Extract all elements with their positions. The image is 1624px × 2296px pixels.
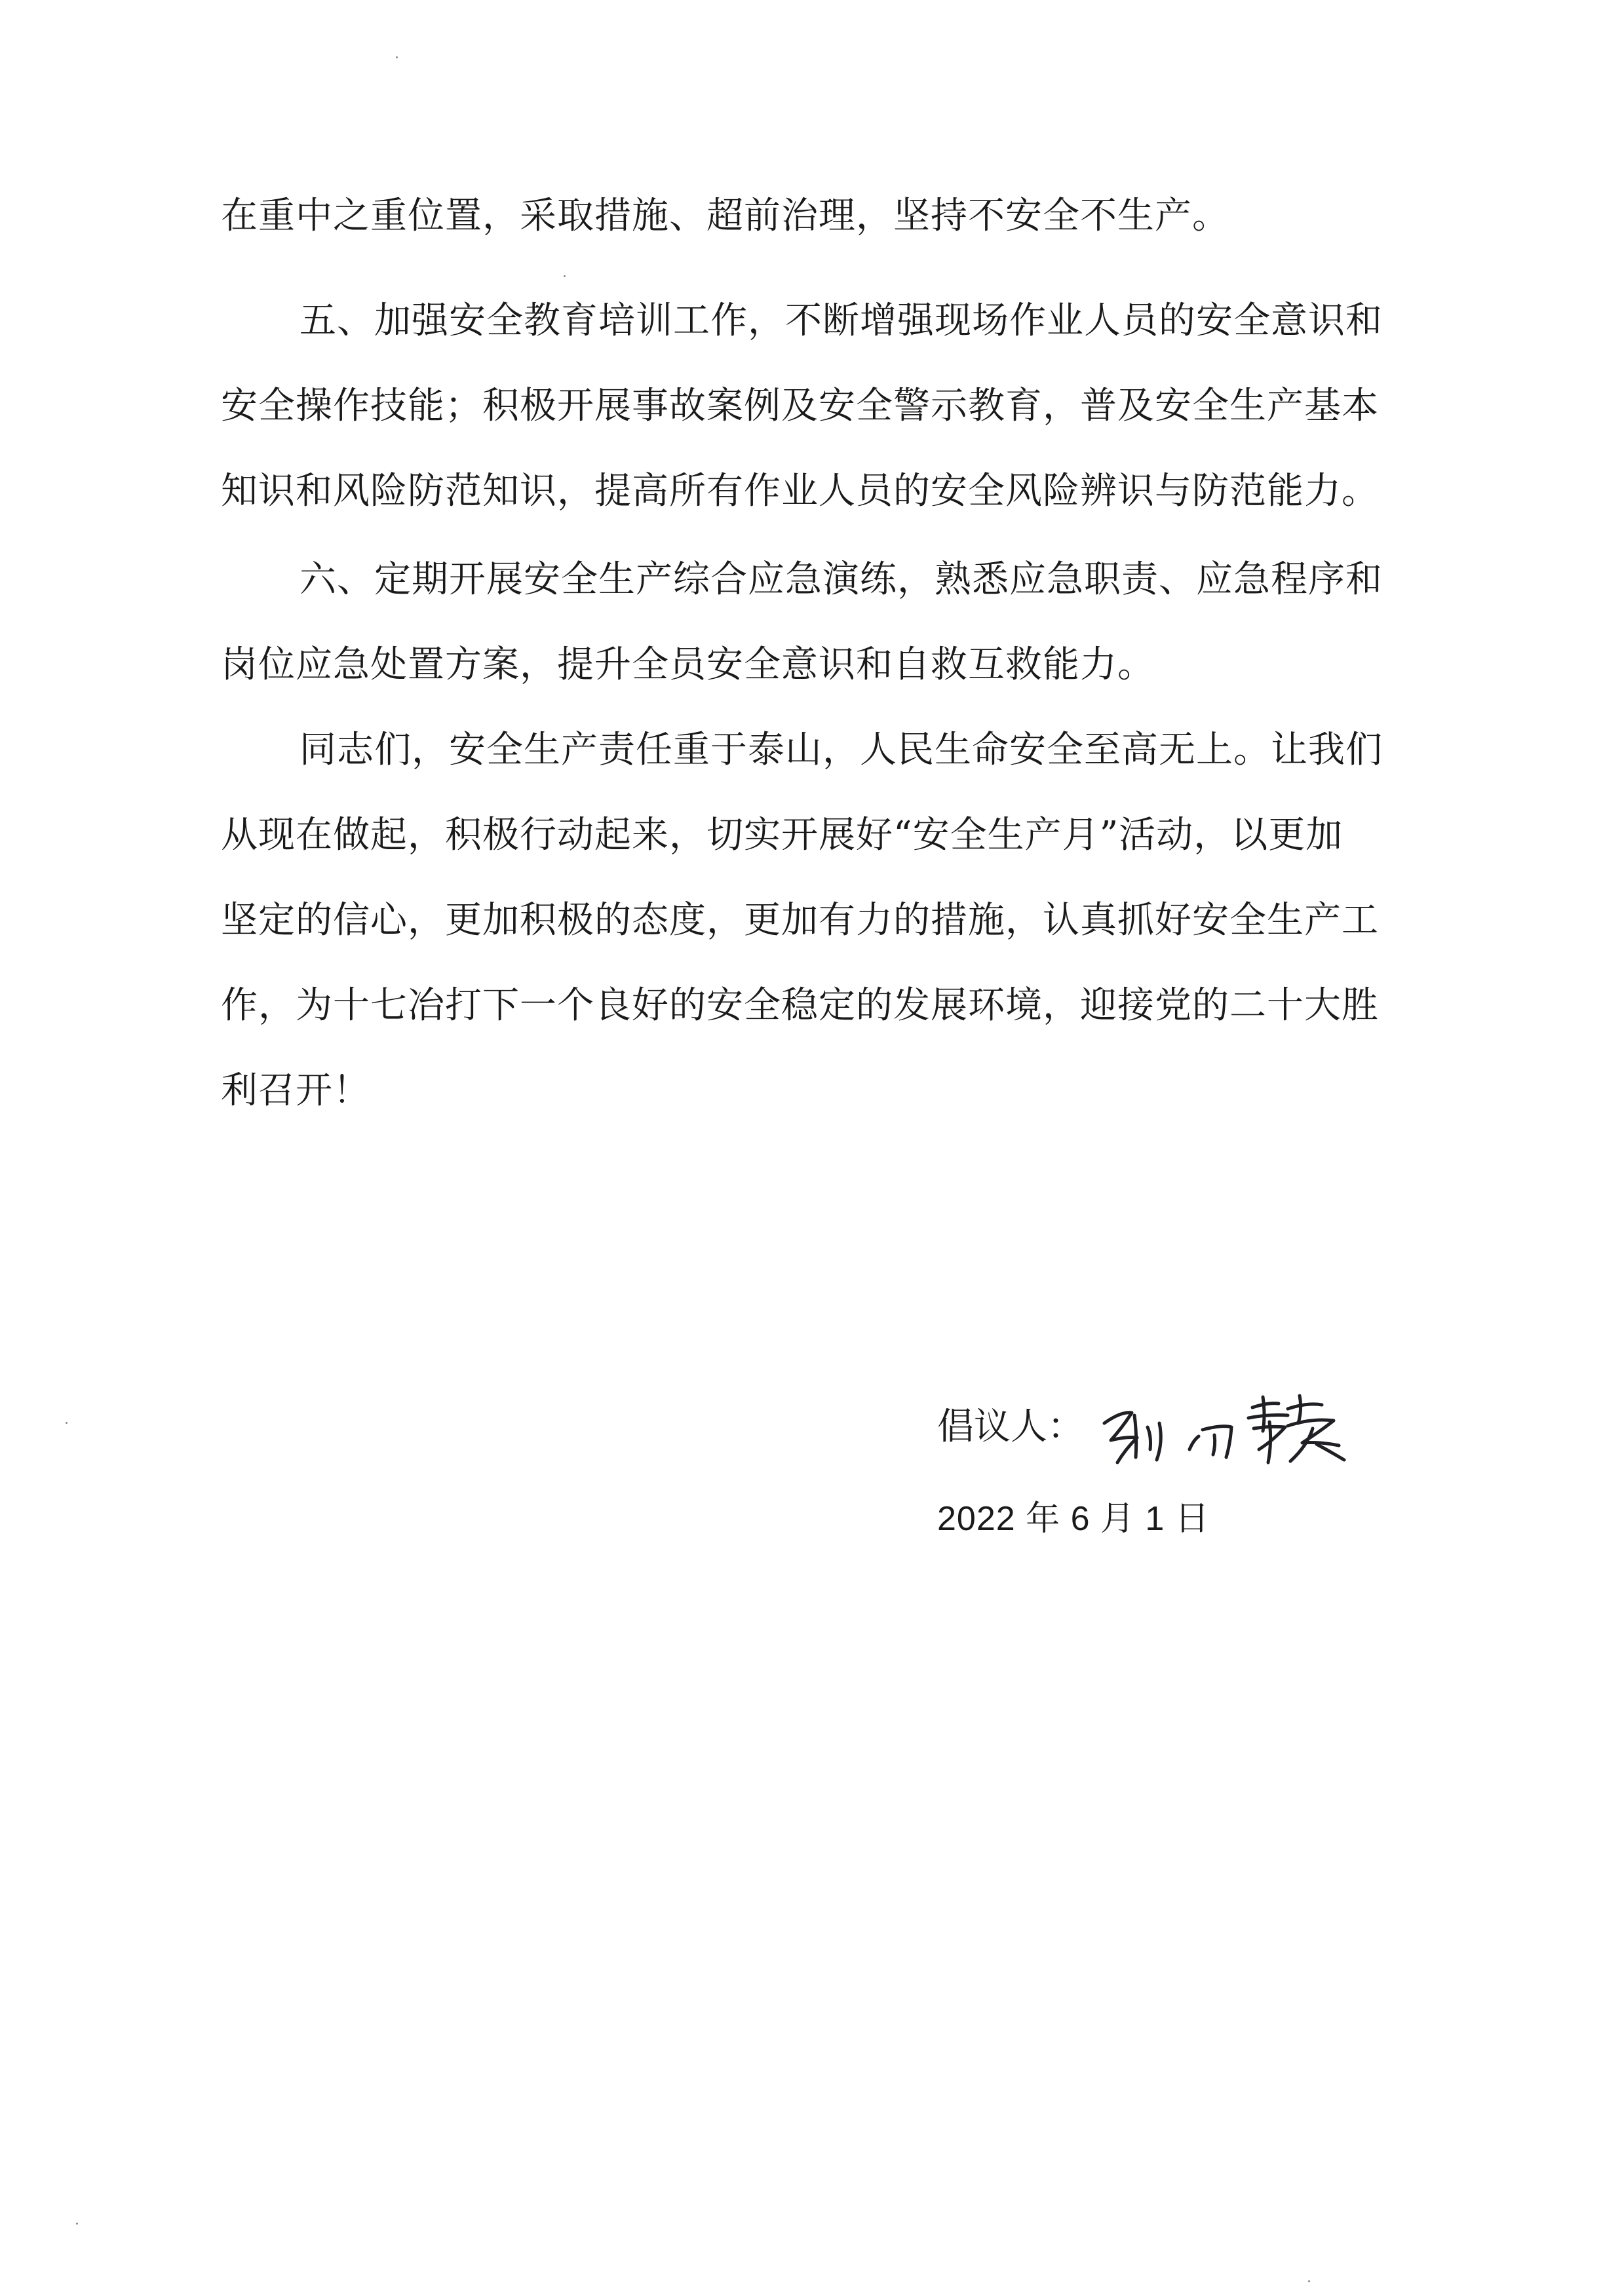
scan-speck xyxy=(1308,2280,1310,2282)
paragraph-line: 同志们，安全生产责任重于泰山，人民生命安全至高无上。让我们 xyxy=(300,729,1383,771)
paragraph-line: 在重中之重位置，采取措施、超前治理，坚持不安全不生产。 xyxy=(221,195,1229,237)
signatory-label: 倡议人： xyxy=(937,1406,1084,1448)
handwritten-signature xyxy=(1091,1389,1380,1468)
paragraph-line: 作，为十七冶打下一个良好的安全稳定的发展环境，迎接党的二十大胜 xyxy=(221,984,1379,1027)
paragraph-line: 从现在做起，积极行动起来，切实开展好“安全生产月”活动，以更加 xyxy=(221,814,1344,856)
signature-date: 2022 年 6 月 1 日 xyxy=(937,1500,1210,1538)
paragraph-line: 知识和风险防范知识，提高所有作业人员的安全风险辨识与防范能力。 xyxy=(221,470,1379,512)
paragraph-line: 五、加强安全教育培训工作，不断增强现场作业人员的安全意识和 xyxy=(300,299,1383,342)
paragraph-line: 坚定的信心，更加积极的态度，更加有力的措施，认真抓好安全生产工 xyxy=(221,899,1379,942)
scan-speck xyxy=(396,56,398,58)
scan-speck xyxy=(66,1422,68,1424)
scan-speck xyxy=(564,275,566,277)
paragraph-line: 安全操作技能；积极开展事故案例及安全警示教育，普及安全生产基本 xyxy=(221,385,1379,427)
scan-speck xyxy=(76,2223,78,2225)
paragraph-line: 岗位应急处置方案，提升全员安全意识和自救互救能力。 xyxy=(221,643,1155,686)
paragraph-line: 六、定期开展安全生产综合应急演练，熟悉应急职责、应急程序和 xyxy=(300,558,1383,601)
signature-block xyxy=(937,1389,1396,1566)
paragraph-line: 利召开！ xyxy=(221,1069,370,1112)
